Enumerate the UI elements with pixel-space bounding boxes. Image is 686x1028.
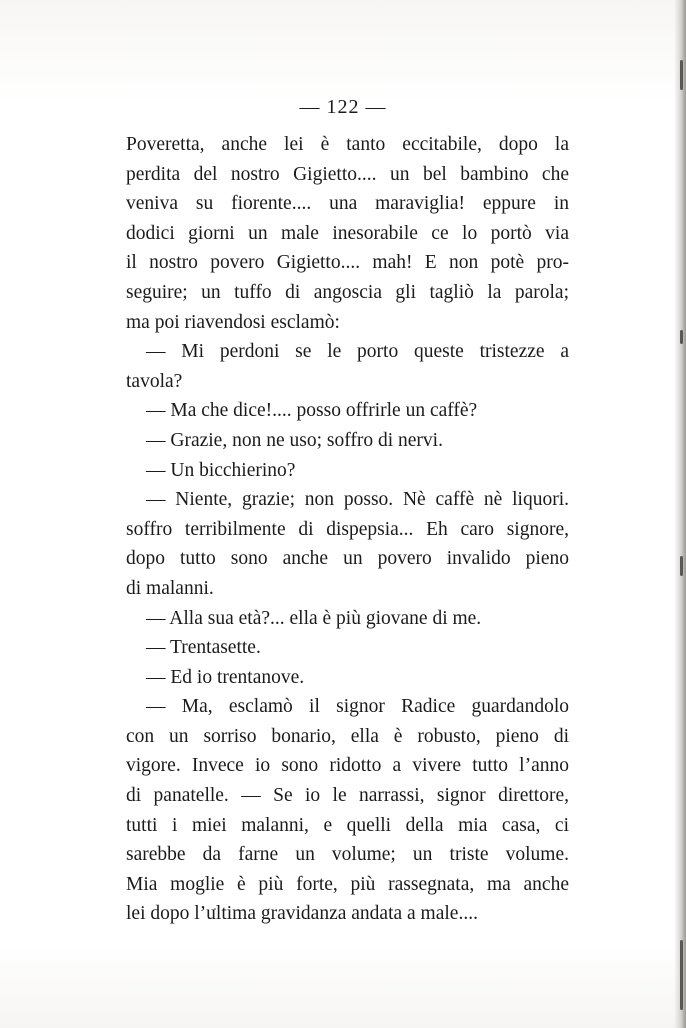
binding-mark: [680, 940, 683, 1010]
text-line: seguire; un tuffo di angoscia gli tagliò la parola;: [126, 281, 569, 303]
text-line: con un sorriso bonario, ella è robusto, pieno di: [126, 725, 569, 747]
text-line: — Ma, esclamò il signor Radice guardandolo: [146, 696, 569, 718]
text-line: veniva su fiorente.... una maraviglia! eppure in: [126, 193, 569, 215]
page-number: — 122 —: [299, 96, 387, 118]
binding-mark: [680, 330, 683, 344]
body-text: [126, 130, 569, 929]
text-line: tutti i miei malanni, e quelli della mia casa, ci: [126, 814, 569, 836]
text-line: Poveretta, anche lei è tanto eccitabile, dopo la: [126, 134, 569, 155]
text-line: tavola?: [126, 370, 183, 392]
text-line: — Un bicchierino?: [146, 459, 296, 481]
text-line: il nostro povero Gigietto.... mah! E non potè pro-: [126, 252, 569, 274]
text-line: vigore. Invece io sono ridotto a vivere tutto l’anno: [126, 755, 569, 777]
binding-mark: [680, 60, 683, 90]
text-line: — Mi perdoni se le porto queste tristezze a: [146, 341, 569, 363]
text-line: soffro terribilmente di dispepsia... Eh caro signore,: [126, 518, 569, 540]
text-line: — Ma che dice!.... posso offrirle un caffè?: [146, 400, 478, 422]
text-line: dopo tutto sono anche un povero invalido pieno: [126, 548, 569, 570]
text-line: perdita del nostro Gigietto.... un bel bambino che: [126, 163, 569, 185]
text-line: — Ed io trentanove.: [146, 666, 305, 688]
text-line: Mia moglie è più forte, più rassegnata, ma anche: [126, 873, 569, 895]
text-line: — Trentasette.: [146, 637, 261, 659]
text-line: dodici giorni un male inesorabile ce lo portò via: [126, 222, 569, 244]
text-line: — Alla sua età?... ella è più giovane di me.: [146, 607, 482, 629]
text-line: — Niente, grazie; non posso. Nè caffè nè liquori.: [146, 489, 569, 511]
page-edge-shadow: [674, 0, 686, 1028]
text-line: — Grazie, non ne uso; soffro di nervi.: [146, 429, 443, 451]
text-line: di panatelle. — Se io le narrassi, signor direttore,: [126, 785, 569, 807]
text-line: ma poi riavendosi esclamò:: [126, 311, 340, 333]
text-line: sarebbe da farne un volume; un triste volume.: [126, 844, 569, 866]
binding-mark: [680, 556, 683, 576]
text-line: lei dopo l’ultima gravidanza andata a male....: [126, 903, 478, 925]
text-line: di malanni.: [126, 577, 214, 599]
